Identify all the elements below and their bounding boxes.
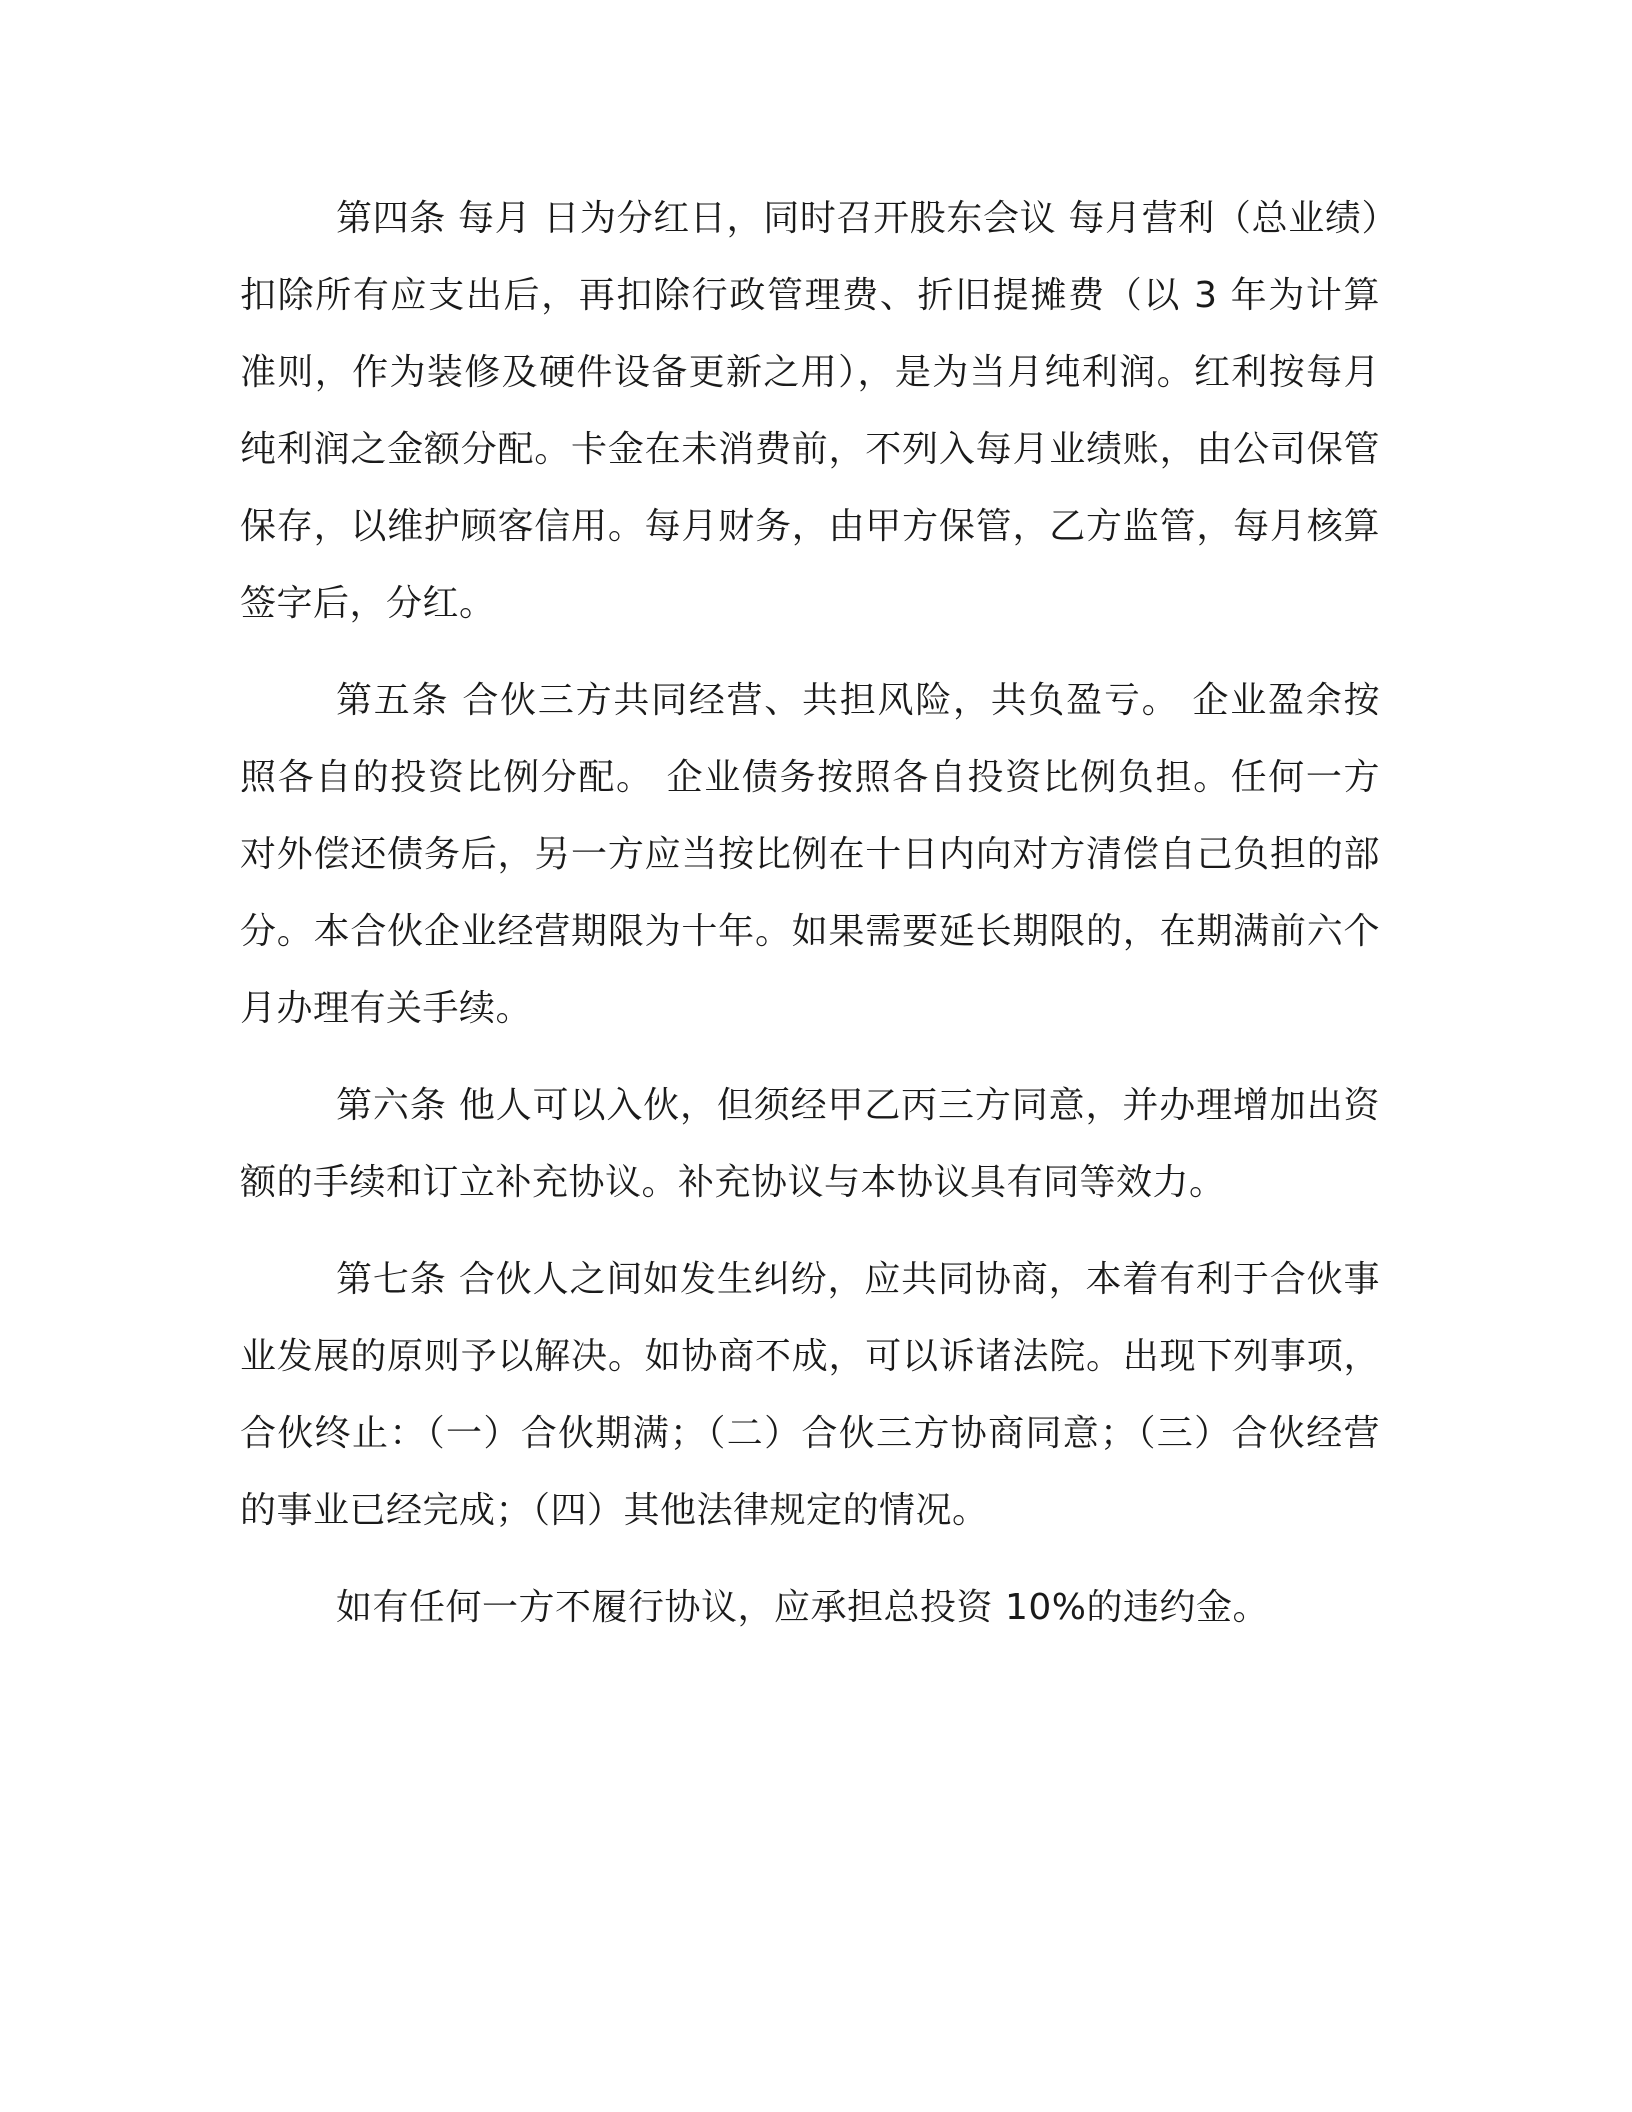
document-body	[240, 180, 1380, 1666]
article-5-paragraph: 第五条 合伙三方共同经营、共担风险，共负盈亏。 企业盈余按照各自的投资比例分配。 企业债务按照各自投资比例负担。任何一方对外偿还债务后，另一方应当按比例在十日内向对方清偿自己负担的部分。本合伙企业经营期限为十年。如果需要延长期限的，在期满前六个月办理有关手续。	[240, 680, 1380, 1029]
article-4-paragraph: 第四条 每月 日为分红日，同时召开股东会议 每月营利（总业绩）扣除所有应支出后，再扣除行政管理费、折旧提摊费（以 3 年为计算准则，作为装修及硬件设备更新之用），是为当月纯利润。红利按每月纯利润之金额分配。卡金在未消费前，不列入每月业绩账，由公司保管保存，以维护顾客信用。每月财务，由甲方保管，乙方监管，每月核算签字后，分红。	[240, 198, 1380, 624]
article-7-paragraph: 第七条 合伙人之间如发生纠纷，应共同协商，本着有利于合伙事业发展的原则予以解决。如协商不成，可以诉诸法院。出现下列事项，合伙终止：（一）合伙期满；（二）合伙三方协商同意；（三）合伙经营的事业已经完成；（四）其他法律规定的情况。	[240, 1259, 1380, 1531]
article-6-paragraph: 第六条 他人可以入伙，但须经甲乙丙三方同意，并办理增加出资额的手续和订立补充协议。补充协议与本协议具有同等效力。	[240, 1085, 1380, 1203]
penalty-paragraph: 如有任何一方不履行协议，应承担总投资 10%的违约金。	[336, 1587, 1269, 1628]
